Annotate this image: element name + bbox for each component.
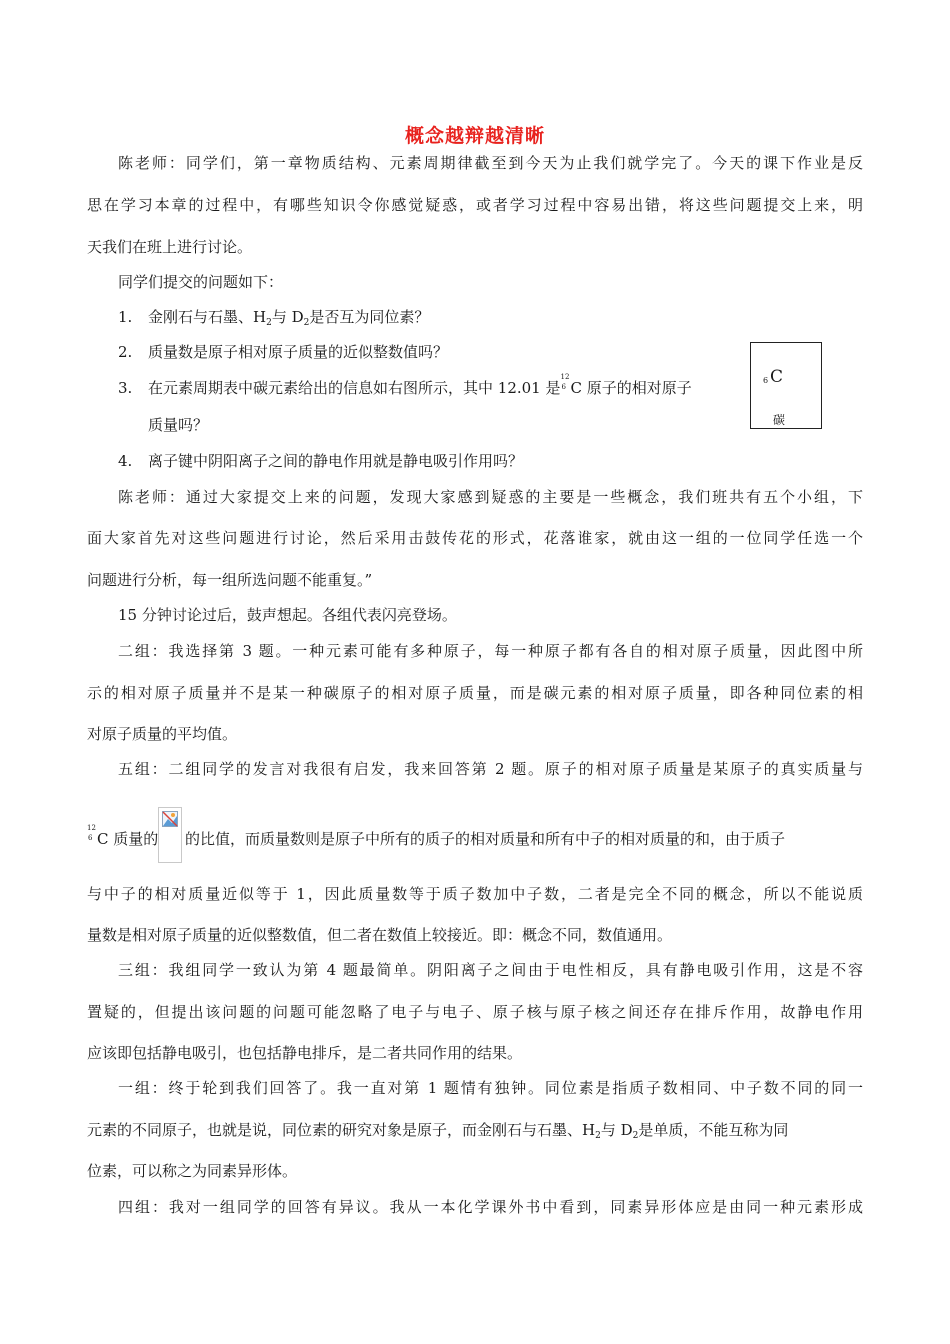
question-number: 3. — [118, 379, 133, 397]
element-name: 碳 — [773, 413, 786, 427]
group5-line2a: 12 6 C 质量的 — [87, 824, 159, 848]
para1-line2: 思在学习本章的过程中，有哪些知识令你感觉疑惑，或者学习过程中容易出错，将这些问题提交上来，明 — [87, 196, 863, 214]
group3-line2: 置疑的，但提出该问题的问题可能忽略了电子与电子、原子核与原子核之间还存在排斥作用，故静电作用 — [87, 1003, 863, 1021]
question-text: 在元素周期表中碳元素给出的信息如右图所示，其中 12.01 是 12 6 C 原子的相对原子 — [148, 373, 692, 397]
group2-line1: 二组：我选择第 3 题。一种元素可能有多种原子，每一种原子都有各自的相对原子质量，因此图中所 — [118, 642, 863, 660]
atomic-number: 6 — [763, 376, 769, 385]
question-number: 4. — [118, 452, 133, 470]
element-symbol: C — [770, 367, 784, 387]
group4-line1: 四组：我对一组同学的回答有异议。我从一本化学课外书中看到，同素异形体应是由同一种元素形成 — [118, 1198, 863, 1216]
para1-line3: 天我们在班上进行讨论。 — [87, 238, 253, 256]
document-title: 概念越辩越清晰 — [404, 125, 545, 147]
para2-line2: 面大家首先对这些问题进行讨论，然后采用击鼓传花的形式，花落谁家，就由这一组的一位同学任选一个 — [87, 529, 863, 547]
group5-line3: 与中子的相对质量近似等于 1，因此质量数等于质子数加中子数，二者是完全不同的概念，所以不能说质 — [87, 885, 863, 903]
question-3-cont: 质量吗？ — [148, 416, 209, 434]
para3-line: 15 分钟讨论过后，鼓声想起。各组代表闪亮登场。 — [118, 606, 457, 624]
question-number: 1. — [118, 308, 133, 326]
para2-line1: 陈老师：通过大家提交上来的问题，发现大家感到疑惑的主要是一些概念，我们班共有五个小组，下 — [118, 488, 863, 506]
group3-line3: 应该即包括静电吸引，也包括静电排斥，是二者共同作用的结果。 — [87, 1044, 523, 1062]
group2-line3: 对原子质量的平均值。 — [87, 725, 238, 743]
group5-line2b: 的比值，而质量数则是原子中所有的质子的相对质量和所有中子的相对质量的和，由于质子 — [185, 830, 786, 848]
isotope-notation: 12 6 — [87, 824, 96, 842]
fraction-image-icon — [158, 807, 182, 863]
question-text: 离子键中阴阳离子之间的静电作用就是静电吸引作用吗？ — [148, 452, 524, 470]
group5-line1: 五组：二组同学的发言对我很有启发，我来回答第 2 题。原子的相对原子质量是某原子的真实质量与 — [118, 760, 863, 778]
broken-image-icon — [162, 811, 178, 827]
group1-line1: 一组：终于轮到我们回答了。我一直对第 1 题情有独钟。同位素是指质子数相同、中子数不同的同一 — [118, 1079, 863, 1097]
question-1 — [118, 306, 430, 328]
periodic-element-card — [750, 342, 822, 429]
question-2 — [118, 341, 449, 363]
question-4 — [118, 450, 524, 472]
group1-line3: 位素，可以称之为同素异形体。 — [87, 1162, 298, 1180]
group5-line4: 量数是相对原子质量的近似整数值，但二者在数值上较接近。即：概念不同，数值通用。 — [87, 926, 673, 944]
question-3 — [118, 373, 692, 399]
group3-line1: 三组：我组同学一致认为第 4 题最简单。阴阳离子之间由于电性相反，具有静电吸引作用，这是不容 — [118, 961, 863, 979]
question-number: 2. — [118, 343, 133, 361]
group1-line2: 元素的不同原子，也就是说，同位素的研究对象是原子，而金刚石与石墨、$H_2$与 $D_2$是单质，不能互称为同 — [87, 1121, 789, 1141]
group2-line2: 示的相对原子质量并不是某一种碳原子的相对原子质量，而是碳元素的相对原子质量，即各种同位素的相 — [87, 684, 863, 702]
intro-line: 同学们提交的问题如下： — [118, 273, 284, 291]
question-text: 金刚石与石墨、$H_2$与 $D_2$是否互为同位素？ — [148, 308, 430, 328]
question-text: 质量数是原子相对原子质量的近似整数值吗？ — [148, 343, 449, 361]
para1-line1: 陈老师：同学们，第一章物质结构、元素周期律截至到今天为止我们就学完了。今天的课下作业是反 — [118, 154, 863, 172]
isotope-notation: 12 6 — [560, 373, 570, 391]
para2-line3: 问题进行分析，每一组所选问题不能重复。” — [87, 571, 373, 589]
